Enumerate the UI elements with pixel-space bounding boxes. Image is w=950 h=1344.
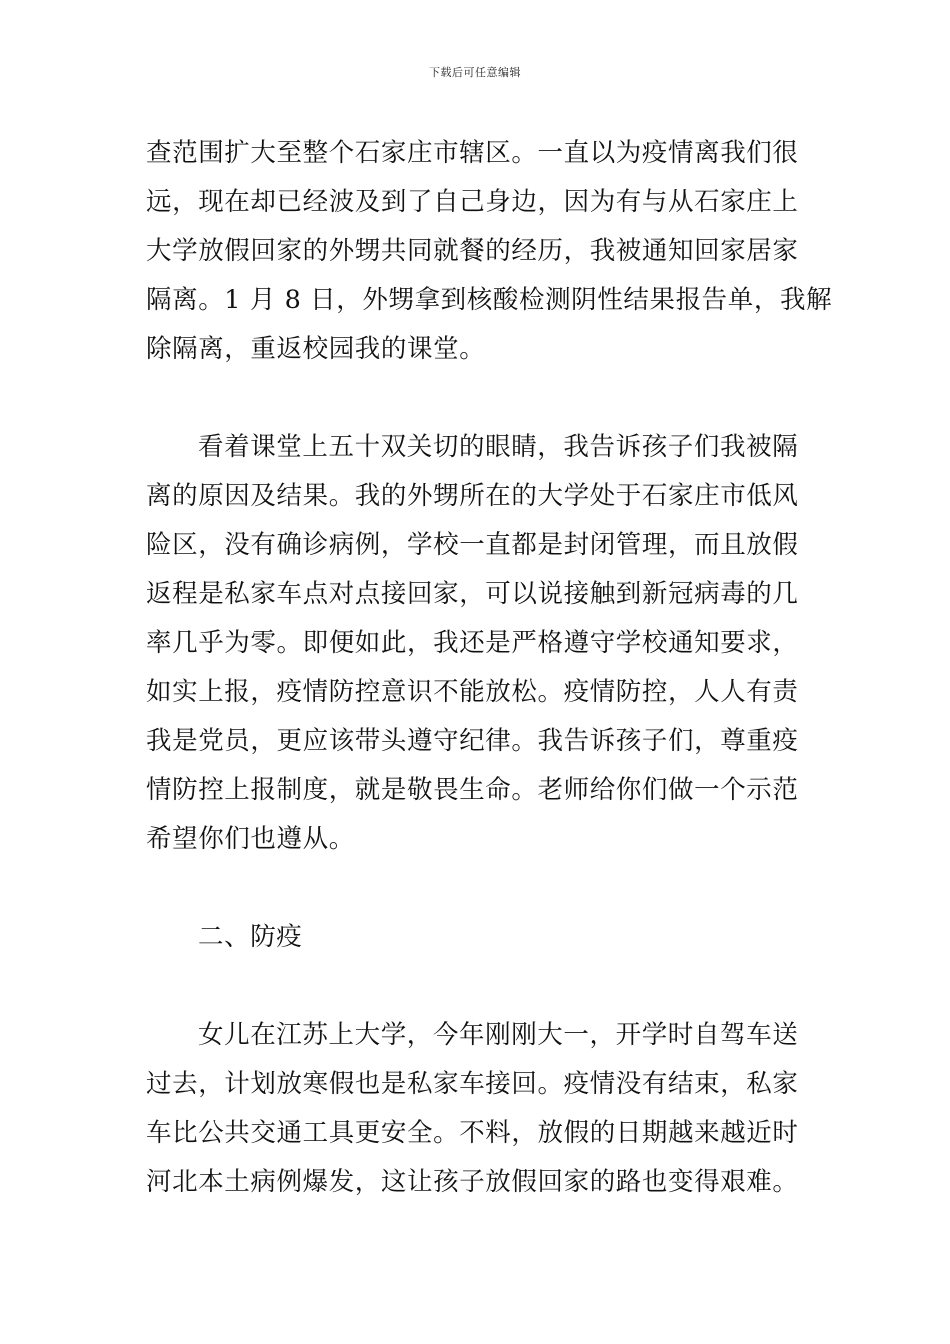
- text-line: 离的原因及结果。我的外甥所在的大学处于石家庄市低风: [146, 481, 799, 511]
- paragraph-gap: [146, 374, 806, 423]
- paragraph-gap: [146, 864, 806, 913]
- section-heading: [146, 913, 806, 962]
- page-header: 下载后可任意编辑: [429, 66, 521, 79]
- text-line: 希望你们也遵从。: [146, 824, 355, 854]
- text-line: 如实上报，疫情防控意识不能放松。疫情防控，人人有责: [146, 677, 799, 707]
- paragraph-1: [146, 129, 833, 374]
- text-line: 情防控上报制度，就是敬畏生命。老师给你们做一个示范: [146, 775, 799, 805]
- text-line: 河北本土病例爆发，这让孩子放假回家的路也变得艰难。: [146, 1167, 799, 1197]
- text-line: 过去，计划放寒假也是私家车接回。疫情没有结束，私家: [146, 1069, 799, 1099]
- text-line: 大学放假回家的外甥共同就餐的经历，我被通知回家居家: [146, 236, 799, 266]
- text-line: 隔离。1 月 8 日，外甥拿到核酸检测阴性结果报告单，我解: [146, 285, 833, 315]
- paragraph-gap: [146, 962, 806, 1011]
- text-line: 车比公共交通工具更安全。不料，放假的日期越来越近时: [146, 1118, 799, 1148]
- document-body: [146, 129, 833, 1207]
- text-line: 看着课堂上五十双关切的眼睛，我告诉孩子们我被隔: [198, 432, 799, 462]
- text-line: 险区，没有确诊病例，学校一直都是封闭管理，而且放假: [146, 530, 799, 560]
- section-heading-text: 二、防疫: [198, 922, 303, 952]
- paragraph-2: [146, 423, 806, 864]
- text-line: 女儿在江苏上大学，今年刚刚大一，开学时自驾车送: [198, 1020, 799, 1050]
- text-line: 远，现在却已经波及到了自己身边，因为有与从石家庄上: [146, 187, 799, 217]
- text-line: 返程是私家车点对点接回家，可以说接触到新冠病毒的几: [146, 579, 799, 609]
- text-line: 我是党员，更应该带头遵守纪律。我告诉孩子们，尊重疫: [146, 726, 799, 756]
- text-line: 查范围扩大至整个石家庄市辖区。一直以为疫情离我们很: [146, 138, 799, 168]
- text-line: 率几乎为零。即便如此，我还是严格遵守学校通知要求，: [146, 628, 799, 658]
- paragraph-3: [146, 1011, 806, 1207]
- text-line: 除隔离，重返校园我的课堂。: [146, 334, 486, 364]
